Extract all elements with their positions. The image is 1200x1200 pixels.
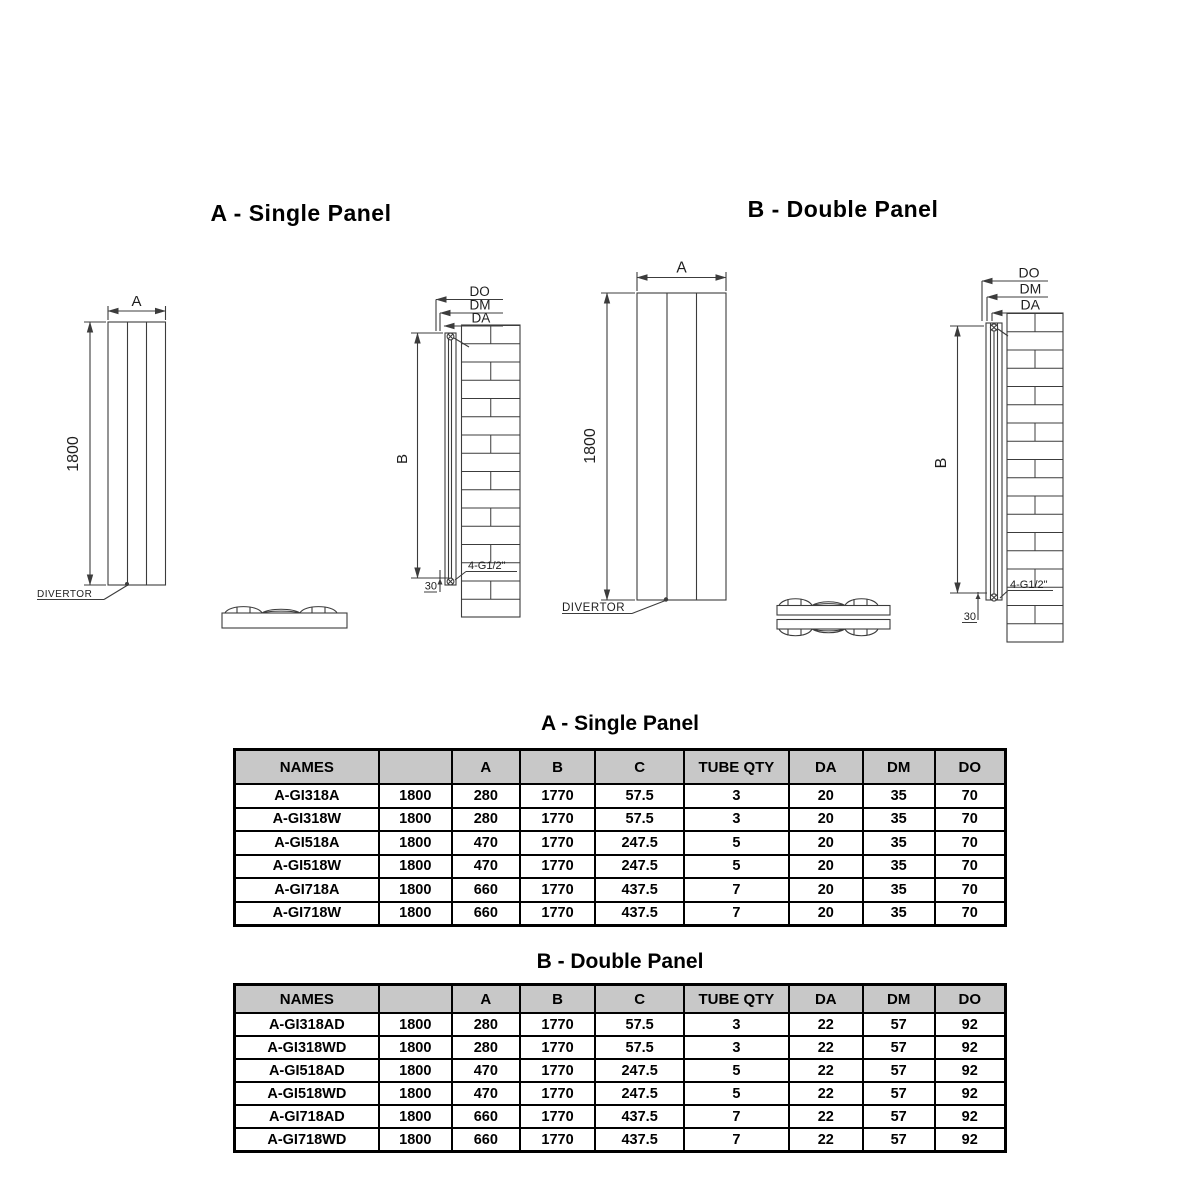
double-side-view [933,265,1063,643]
table-row [235,902,1006,926]
value-cell: 470 [452,1059,520,1082]
value-cell: 22 [789,1059,863,1082]
column-header: TUBE QTY [684,750,789,785]
single-front-panel-outline [108,322,166,585]
double-divertor-label: DIVERTOR [562,602,626,614]
column-header: A [452,750,520,785]
value-cell: 660 [452,878,520,902]
value-cell: 1800 [379,1059,452,1082]
wall-section [1007,313,1063,642]
double-front-height-label: 1800 [582,428,599,464]
value-cell: 92 [935,1059,1006,1082]
table-row [235,1105,1006,1128]
value-cell: 20 [789,831,863,855]
column-header: NAMES [235,750,379,785]
value-cell: 57 [863,1036,935,1059]
value-cell: 1800 [379,1082,452,1105]
value-cell: 92 [935,1105,1006,1128]
column-header [379,750,452,785]
column-header: DA [789,750,863,785]
value-cell: 437.5 [595,878,684,902]
value-cell: 57.5 [595,1036,684,1059]
value-cell: 470 [452,1082,520,1105]
value-cell: 1800 [379,784,452,808]
leader-dot [125,582,129,586]
value-cell: 5 [684,855,789,879]
value-cell: 280 [452,808,520,832]
value-cell: 22 [789,1128,863,1152]
table-row [235,831,1006,855]
value-cell: 20 [789,855,863,879]
value-cell: 57 [863,1059,935,1082]
model-name-cell: A-GI718A [235,878,379,902]
value-cell: 7 [684,1105,789,1128]
single-dm-label: DM [469,297,491,313]
double-front-view [562,260,726,615]
value-cell: 1770 [520,1082,596,1105]
value-cell: 1770 [520,1128,596,1152]
value-cell: 20 [789,808,863,832]
value-cell: 7 [684,878,789,902]
model-name-cell: A-GI518AD [235,1059,379,1082]
value-cell: 1770 [520,1105,596,1128]
value-cell: 57 [863,1013,935,1036]
value-cell: 57.5 [595,784,684,808]
single-front-width-label: A [131,293,142,310]
value-cell: 20 [789,902,863,926]
model-name-cell: A-GI518A [235,831,379,855]
value-cell: 5 [684,1059,789,1082]
table-row [235,1036,1006,1059]
double-dm-label: DM [1019,280,1042,297]
single-side-view [394,284,520,617]
value-cell: 1800 [379,1128,452,1152]
value-cell: 57 [863,1128,935,1152]
value-cell: 437.5 [595,902,684,926]
value-cell: 1800 [379,878,452,902]
single-panel-title: A - Single Panel [210,200,392,226]
double-thread-label: 4-G1/2" [1010,579,1048,591]
single-divertor-label: DIVERTOR [37,589,93,600]
double-top-profile [777,599,890,636]
double-panel-table [233,983,1007,1153]
single-side-panel [445,333,456,585]
column-header: B [520,985,596,1014]
table-row [235,855,1006,879]
table-row [235,808,1006,832]
value-cell: 1770 [520,878,596,902]
value-cell: 1800 [379,902,452,926]
column-header: DO [935,750,1006,785]
value-cell: 70 [935,784,1006,808]
value-cell: 22 [789,1082,863,1105]
double-table-title: B - Double Panel [536,950,704,973]
value-cell: 247.5 [595,1059,684,1082]
value-cell: 22 [789,1036,863,1059]
value-cell: 20 [789,878,863,902]
single-da-label: DA [471,310,491,326]
double-front-width-label: A [676,259,687,277]
column-header: C [595,750,684,785]
value-cell: 1770 [520,902,596,926]
value-cell: 470 [452,855,520,879]
value-cell: 1800 [379,855,452,879]
value-cell: 92 [935,1128,1006,1152]
value-cell: 3 [684,1036,789,1059]
model-name-cell: A-GI718AD [235,1105,379,1128]
model-name-cell: A-GI318A [235,784,379,808]
value-cell: 660 [452,1128,520,1152]
value-cell: 1800 [379,808,452,832]
column-header: DO [935,985,1006,1014]
table-row [235,1013,1006,1036]
value-cell: 7 [684,902,789,926]
value-cell: 1770 [520,831,596,855]
value-cell: 35 [863,902,935,926]
value-cell: 70 [935,878,1006,902]
double-side-depth-label: B [933,457,950,469]
single-front-view [37,293,166,600]
single-panel-table [233,748,1007,927]
value-cell: 3 [684,808,789,832]
wall-section [462,325,521,617]
single-front-height-label: 1800 [65,436,82,472]
value-cell: 57 [863,1082,935,1105]
header-row [235,750,1006,785]
value-cell: 3 [684,1013,789,1036]
single-side-depth-label: B [394,453,411,465]
value-cell: 35 [863,808,935,832]
double-offset-label: 30 [963,611,976,623]
model-name-cell: A-GI318W [235,808,379,832]
value-cell: 280 [452,1013,520,1036]
value-cell: 1770 [520,784,596,808]
column-header: C [595,985,684,1014]
double-panel-title: B - Double Panel [747,196,939,222]
table-row [235,1082,1006,1105]
value-cell: 5 [684,1082,789,1105]
value-cell: 22 [789,1013,863,1036]
model-name-cell: A-GI518WD [235,1082,379,1105]
model-name-cell: A-GI518W [235,855,379,879]
value-cell: 1800 [379,1013,452,1036]
model-name-cell: A-GI718WD [235,1128,379,1152]
value-cell: 57 [863,1105,935,1128]
value-cell: 280 [452,784,520,808]
model-name-cell: A-GI318WD [235,1036,379,1059]
value-cell: 35 [863,878,935,902]
value-cell: 1770 [520,855,596,879]
value-cell: 57.5 [595,808,684,832]
value-cell: 70 [935,855,1006,879]
model-name-cell: A-GI718W [235,902,379,926]
value-cell: 1770 [520,1013,596,1036]
value-cell: 1770 [520,808,596,832]
value-cell: 7 [684,1128,789,1152]
value-cell: 1800 [379,831,452,855]
value-cell: 1800 [379,1036,452,1059]
value-cell: 3 [684,784,789,808]
value-cell: 247.5 [595,1082,684,1105]
column-header [379,985,452,1014]
value-cell: 92 [935,1013,1006,1036]
leader-dot [664,597,668,601]
single-top-profile [222,607,347,628]
value-cell: 660 [452,1105,520,1128]
value-cell: 92 [935,1036,1006,1059]
double-da-label: DA [1020,296,1040,313]
value-cell: 660 [452,902,520,926]
value-cell: 1770 [520,1059,596,1082]
column-header: A [452,985,520,1014]
single-table-title: A - Single Panel [541,712,699,735]
column-header: TUBE QTY [684,985,789,1014]
column-header: DM [863,750,935,785]
table-row [235,784,1006,808]
column-header: DM [863,985,935,1014]
value-cell: 280 [452,1036,520,1059]
value-cell: 1770 [520,1036,596,1059]
table-row [235,1128,1006,1152]
value-cell: 35 [863,784,935,808]
header-row [235,985,1006,1014]
column-header: DA [789,985,863,1014]
column-header: NAMES [235,985,379,1014]
value-cell: 57.5 [595,1013,684,1036]
value-cell: 437.5 [595,1128,684,1152]
value-cell: 22 [789,1105,863,1128]
value-cell: 247.5 [595,855,684,879]
value-cell: 35 [863,855,935,879]
model-name-cell: A-GI318AD [235,1013,379,1036]
double-front-panel-outline [637,293,726,600]
value-cell: 70 [935,902,1006,926]
double-do-label: DO [1018,264,1040,281]
value-cell: 5 [684,831,789,855]
single-thread-label: 4-G1/2" [468,560,506,572]
value-cell: 470 [452,831,520,855]
column-header: B [520,750,596,785]
value-cell: 1800 [379,1105,452,1128]
single-offset-label: 30 [424,580,437,593]
value-cell: 92 [935,1082,1006,1105]
value-cell: 70 [935,808,1006,832]
table-row [235,878,1006,902]
single-do-label: DO [469,284,490,299]
value-cell: 437.5 [595,1105,684,1128]
value-cell: 35 [863,831,935,855]
table-row [235,1059,1006,1082]
value-cell: 70 [935,831,1006,855]
value-cell: 247.5 [595,831,684,855]
value-cell: 20 [789,784,863,808]
